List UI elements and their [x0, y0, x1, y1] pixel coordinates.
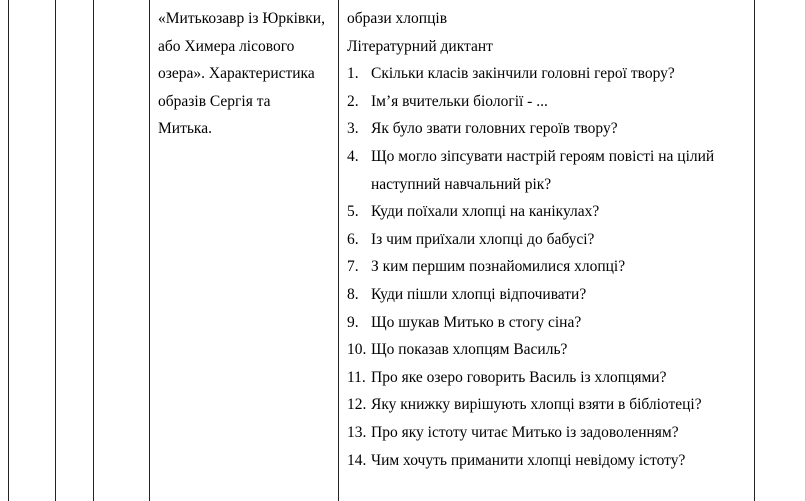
intro-line: образи хлопців: [347, 10, 448, 27]
question-number: 13.: [347, 423, 367, 441]
question-item: [347, 253, 767, 281]
question-number: 10.: [347, 341, 367, 359]
question-text: Про яку істоту читає Митько із задоволенням?: [371, 423, 679, 441]
question-number: 12.: [347, 396, 367, 414]
question-text: Що могло зіпсувати настрій героям повісті на цілий: [371, 147, 715, 165]
question-text: Про яке озеро говорить Василь із хлопцями?: [371, 368, 667, 386]
question-item: [347, 336, 767, 364]
question-text: Скільки класів закінчили головні герої твору?: [371, 65, 675, 83]
table-column-divider-4: [338, 0, 339, 501]
table-border-left: [8, 0, 9, 501]
question-item: [347, 60, 767, 88]
question-item: [347, 143, 767, 198]
dictation-heading: Літературний диктант: [347, 37, 493, 55]
question-number: 2.: [347, 92, 359, 110]
topic-line: «Митькозавр із Юрківки,: [158, 10, 325, 27]
question-number: 4.: [347, 147, 359, 165]
topic-line: або Химера лісового: [158, 37, 295, 55]
topic-line: образів Сергія та: [158, 92, 271, 110]
question-text: Чим хочуть приманити хлопці невідому істоту?: [371, 451, 686, 469]
question-text: Куди пішли хлопці відпочивати?: [371, 285, 587, 303]
question-item: [347, 115, 767, 143]
question-number: 7.: [347, 258, 359, 276]
question-text: Що шукав Митько в стогу сіна?: [371, 313, 582, 331]
question-item: [347, 309, 767, 337]
question-number: 1.: [347, 65, 359, 83]
question-number: 6.: [347, 230, 359, 248]
table-column-divider-3: [149, 0, 150, 501]
question-text-continued: наступний навчальний рік?: [371, 175, 552, 193]
question-item: [347, 419, 767, 447]
question-item: [347, 88, 767, 116]
table-column-divider-1: [55, 0, 56, 501]
question-number: 9.: [347, 313, 359, 331]
question-number: 5.: [347, 203, 359, 221]
question-text: Ім’я вчительки біології - ...: [371, 92, 548, 110]
question-text: Із чим приїхали хлопці до бабусі?: [371, 230, 595, 248]
question-text: Що показав хлопцям Василь?: [371, 341, 568, 359]
table-column-divider-2: [93, 0, 94, 501]
lesson-content-cell: [347, 5, 767, 474]
question-text: З ким першим познайомилися хлопці?: [371, 258, 626, 276]
question-item: [347, 391, 767, 419]
question-item: [347, 447, 767, 475]
question-number: 14.: [347, 451, 367, 469]
lesson-topic-cell: [158, 5, 333, 143]
question-text: Яку книжку вирішують хлопці взяти в бібліотеці?: [371, 396, 702, 414]
question-item: [347, 281, 767, 309]
question-text: Куди поїхали хлопці на канікулах?: [371, 203, 600, 221]
topic-line: озера». Характеристика: [158, 65, 315, 83]
topic-line: Митька.: [158, 120, 212, 138]
question-number: 11.: [347, 368, 366, 386]
question-number: 3.: [347, 120, 359, 138]
question-item: [347, 198, 767, 226]
question-item: [347, 364, 767, 392]
question-text: Як було звати головних героїв твору?: [371, 120, 618, 138]
question-item: [347, 226, 767, 254]
question-number: 8.: [347, 285, 359, 303]
